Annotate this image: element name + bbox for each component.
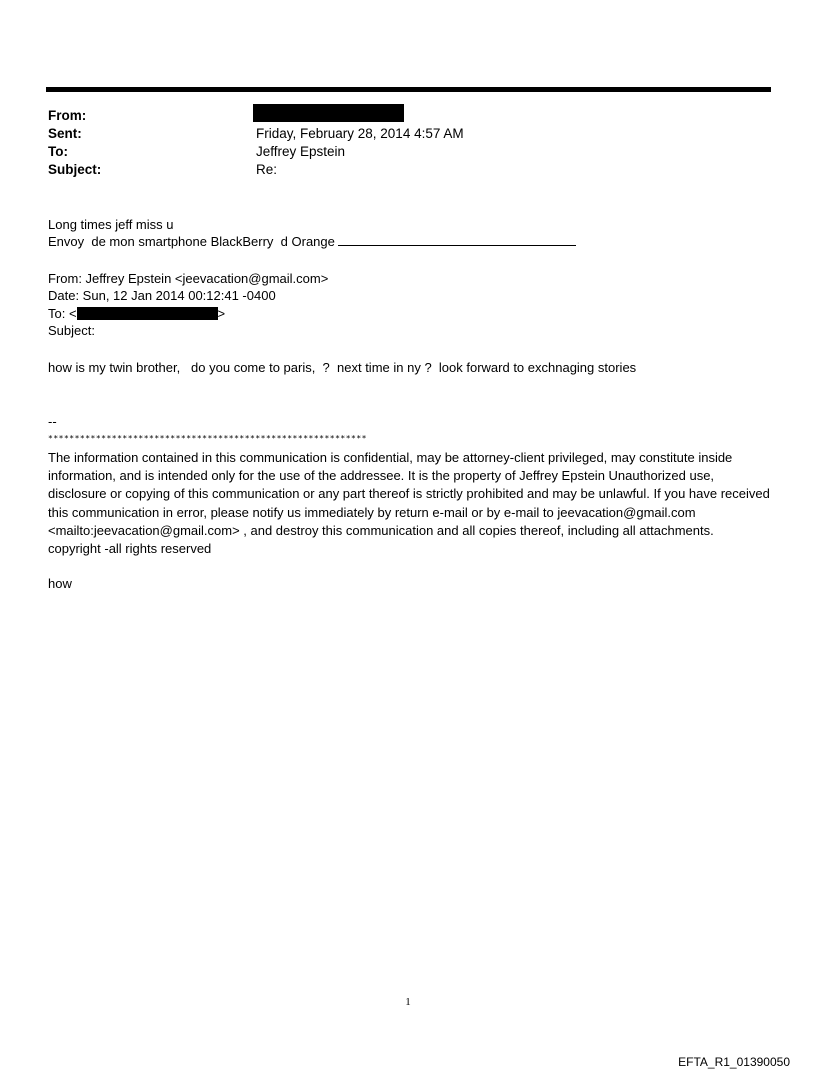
blackberry-signature: Envoy de mon smartphone BlackBerry d Orange xyxy=(48,234,335,249)
from-label: From: xyxy=(48,108,87,123)
confidentiality-disclaimer: The information contained in this communication is confidential, may be attorney-client privileged, may constitute inside information, and is intended only for the use of the addressee. It is the property of Jeffrey Epstein Unauthorized use, disclosure or copying of this communication or any part thereof is strictly prohibited and may be unlawful. If you have received this communication in error, please notify us immediately by return e-mail or by e-mail to jeevacation@gmail.com <mailto:jeevacation@gmail.com> , and destroy this communication and all copies thereof, including all attachments. copyright -all rights reserved xyxy=(48,450,770,557)
to-value: Jeffrey Epstein xyxy=(256,144,346,159)
to-label: To: xyxy=(48,144,68,159)
signature-underline xyxy=(338,234,576,246)
quoted-to-prefix: To: < xyxy=(48,306,77,321)
message-text: how is my twin brother, do you come to paris, ? next time in ny ? look forward to exchnaging stories xyxy=(48,360,637,375)
quoted-subject: Subject: xyxy=(48,323,95,338)
body-line-2 xyxy=(48,233,576,250)
sent-value: Friday, February 28, 2014 4:57 AM xyxy=(256,126,464,141)
document-id: EFTA_R1_01390050 xyxy=(678,1055,790,1069)
sent-label: Sent: xyxy=(48,126,82,141)
quoted-to-suffix: > xyxy=(217,306,226,321)
quoted-date: Date: Sun, 12 Jan 2014 00:12:41 -0400 xyxy=(48,288,276,303)
quoted-to xyxy=(48,305,225,322)
trailing-text: how xyxy=(48,576,72,591)
body-line-1: Long times jeff miss u xyxy=(48,217,174,232)
quoted-from: From: Jeffrey Epstein <jeevacation@gmail.com> xyxy=(48,271,329,286)
signature-dashes: -- xyxy=(48,414,57,429)
header-rule xyxy=(46,87,771,92)
subject-label: Subject: xyxy=(48,162,102,177)
from-redaction xyxy=(253,104,404,122)
asterisk-separator: ************************************************************ xyxy=(48,434,367,443)
page-number: 1 xyxy=(405,996,411,1008)
quoted-to-redaction xyxy=(77,307,218,320)
subject-value: Re: xyxy=(256,162,278,177)
